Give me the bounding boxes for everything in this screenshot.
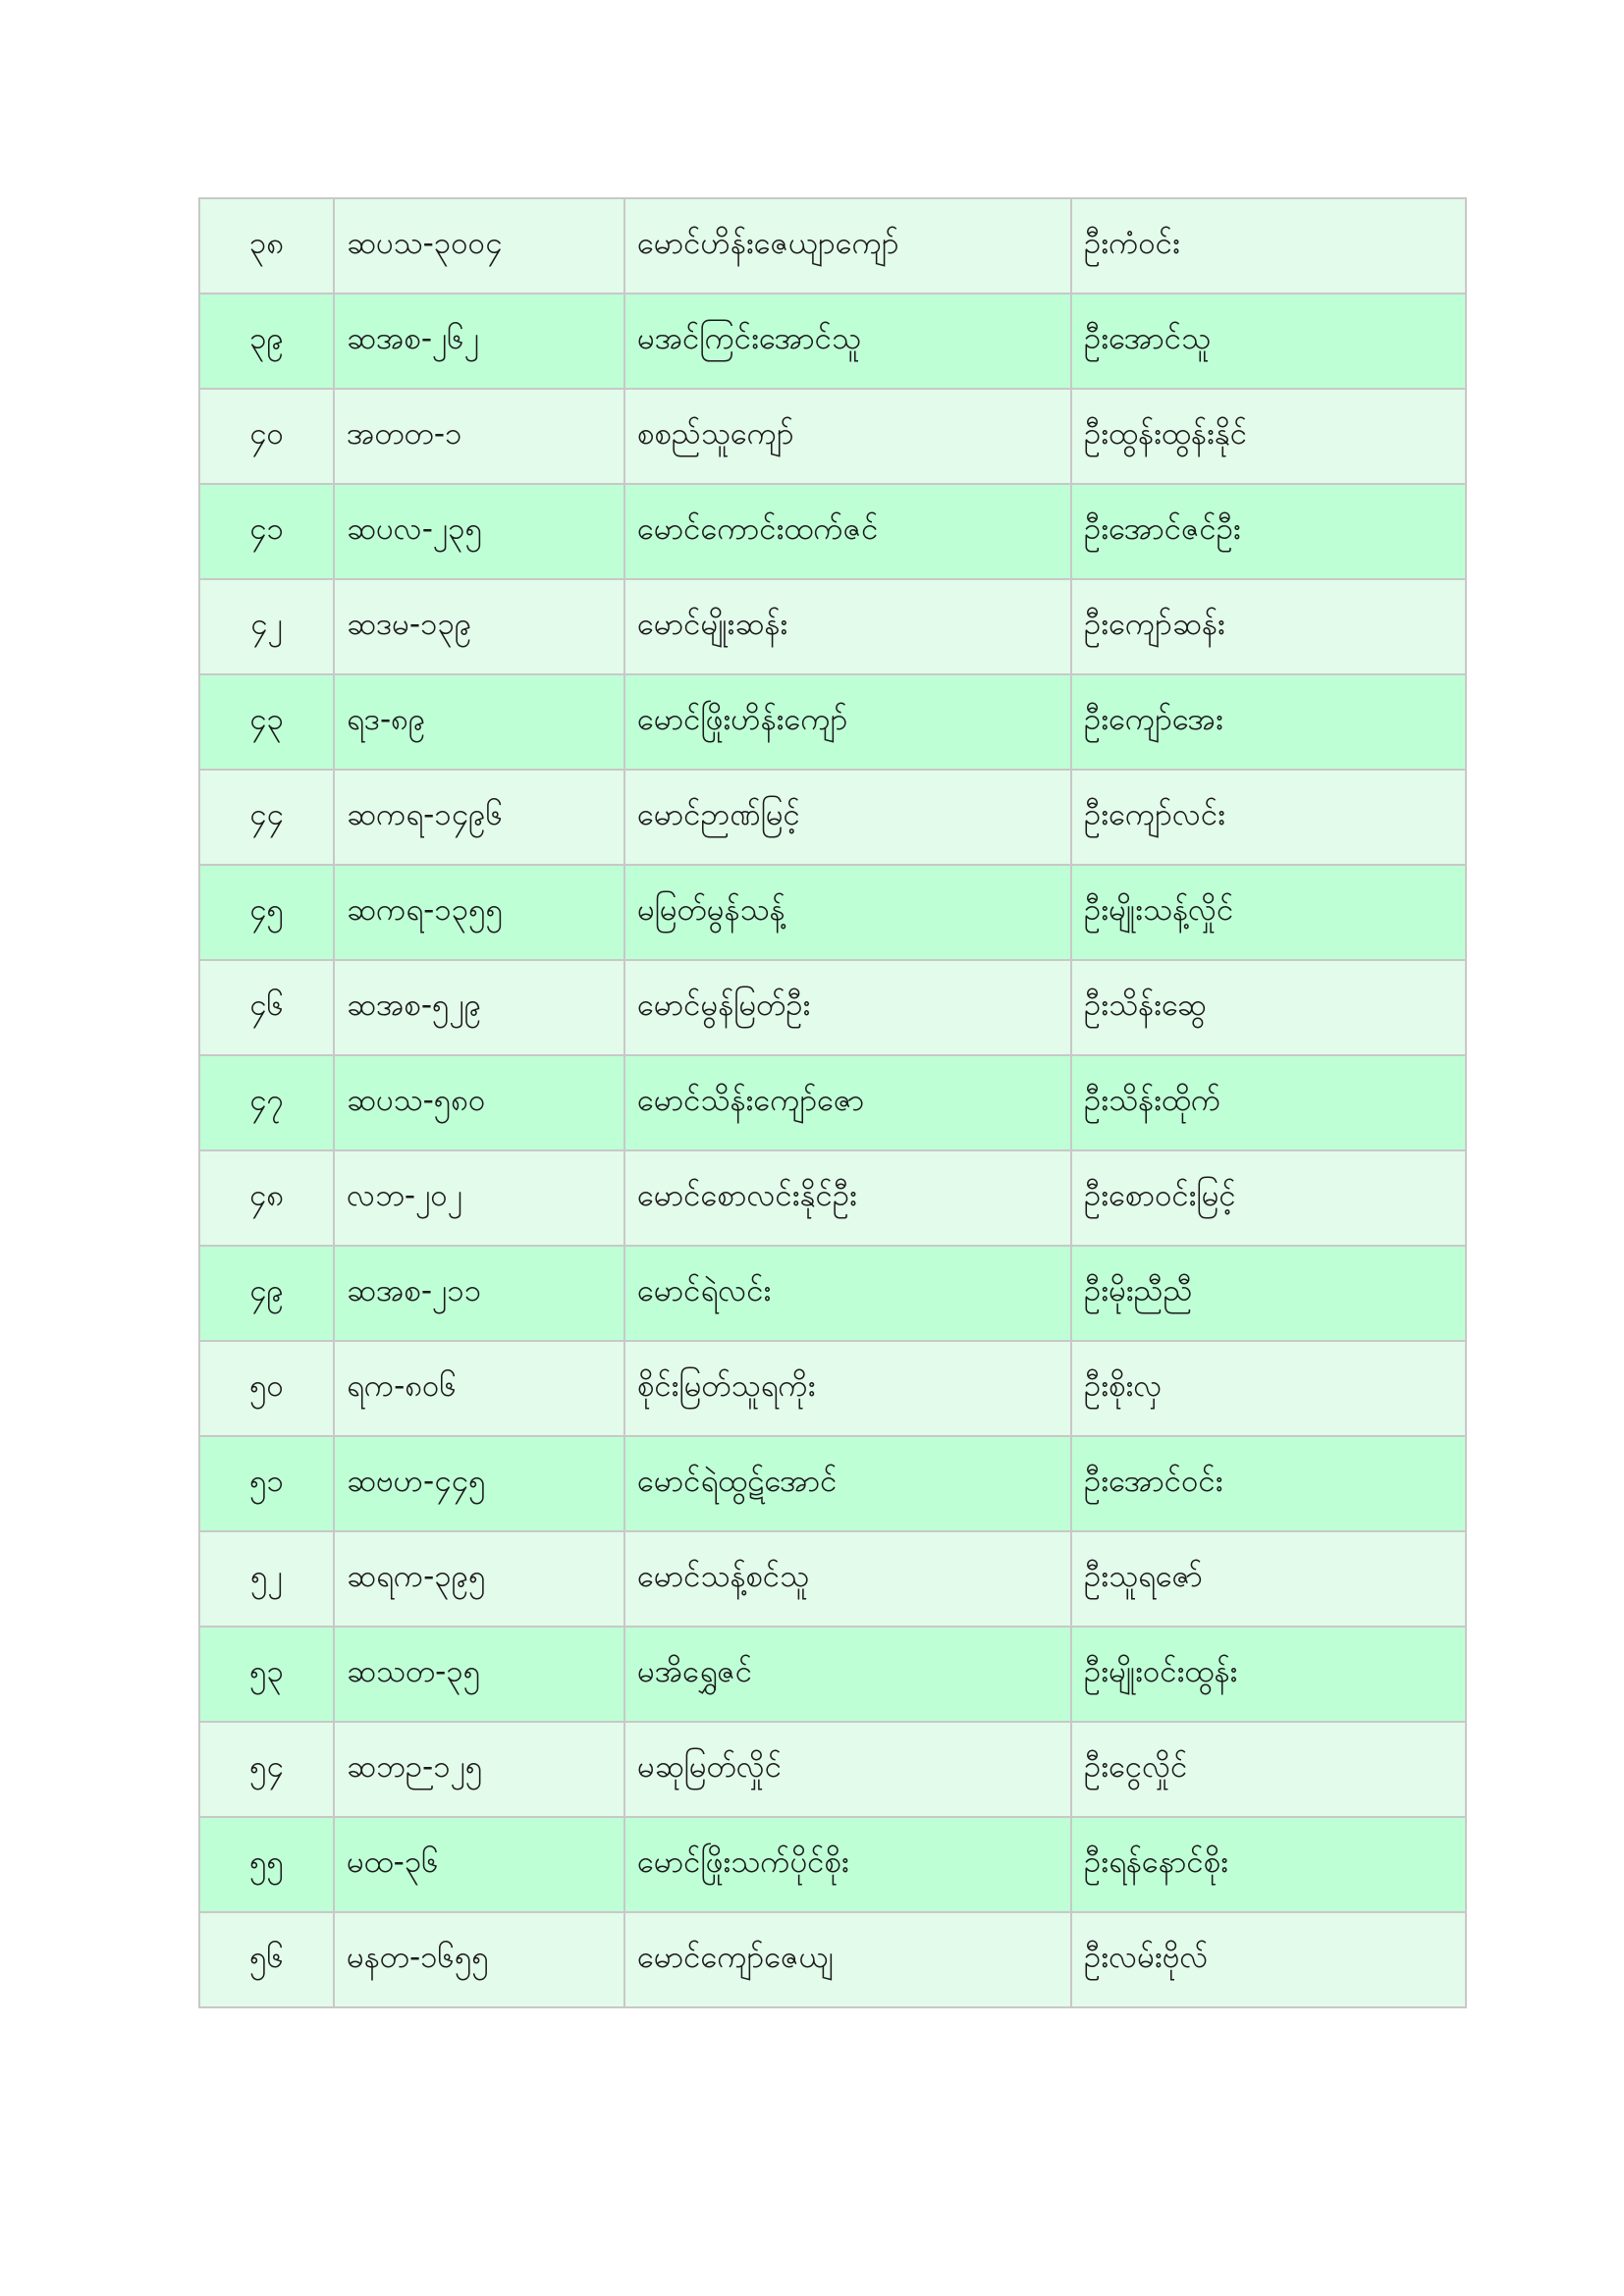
registration-number-cell: မနတ-၁၆၅၅ <box>334 1912 624 2007</box>
father-name-cell: ဦးသူရဇော် <box>1071 1531 1466 1627</box>
student-name-cell: မောင်ရဲထွဋ်အောင် <box>624 1436 1071 1531</box>
row-number-cell: ၄၁ <box>199 484 334 579</box>
registration-number-cell: ဆဗဟ-၄၄၅ <box>334 1436 624 1531</box>
row-number-cell: ၄၇ <box>199 1055 334 1150</box>
father-name-cell: ဦးမျိုးဝင်းထွန်း <box>1071 1627 1466 1722</box>
row-number-cell: ၄၃ <box>199 674 334 770</box>
student-name-cell: မမြတ်မွန်သန့် <box>624 865 1071 960</box>
father-name-cell: ဦးကျော်ဆန်း <box>1071 579 1466 674</box>
row-number-cell: ၄၂ <box>199 579 334 674</box>
table-row <box>199 1341 1466 1436</box>
father-name-cell: ဦးရန်နောင်စိုး <box>1071 1817 1466 1912</box>
registration-number-cell: ဆကရ-၁၃၅၅ <box>334 865 624 960</box>
student-name-cell: မောင်ကျော်ဇေယျ <box>624 1912 1071 2007</box>
student-name-cell: မောင်ဖြိုးဟိန်းကျော် <box>624 674 1071 770</box>
father-name-cell: ဦးအောင်သူ <box>1071 294 1466 389</box>
row-number-cell: ၄၄ <box>199 770 334 865</box>
student-name-cell: မောင်ဟိန်းဇေယျာကျော် <box>624 198 1071 294</box>
student-name-cell: မအိရွှေဇင် <box>624 1627 1071 1722</box>
student-name-cell: မောင်ရဲလင်း <box>624 1246 1071 1341</box>
row-number-cell: ၃၈ <box>199 198 334 294</box>
father-name-cell: ဦးလမ်းဗိုလ် <box>1071 1912 1466 2007</box>
registration-number-cell: ဆဘဉ-၁၂၅ <box>334 1722 624 1817</box>
student-name-cell: မောင်သန့်စင်သူ <box>624 1531 1071 1627</box>
table-row <box>199 198 1466 294</box>
table-row <box>199 865 1466 960</box>
table-row <box>199 484 1466 579</box>
row-number-cell: ၄၅ <box>199 865 334 960</box>
table-row <box>199 1436 1466 1531</box>
row-number-cell: ၃၉ <box>199 294 334 389</box>
father-name-cell: ဦးသိန်းဆွေ <box>1071 960 1466 1055</box>
row-number-cell: ၄၀ <box>199 389 334 484</box>
student-name-cell: မောင်မျိုးဆန်း <box>624 579 1071 674</box>
table-row <box>199 674 1466 770</box>
table-row <box>199 579 1466 674</box>
registration-number-cell: ရက-၈၀၆ <box>334 1341 624 1436</box>
registration-number-cell: အတတ-၁ <box>334 389 624 484</box>
student-name-cell: စစည်သူကျော် <box>624 389 1071 484</box>
row-number-cell: ၅၆ <box>199 1912 334 2007</box>
father-name-cell: ဦးမျိုးသန့်လှိုင် <box>1071 865 1466 960</box>
registration-number-cell: လဘ-၂၀၂ <box>334 1150 624 1246</box>
student-name-cell: မောင်ဖြိုးသက်ပိုင်စိုး <box>624 1817 1071 1912</box>
row-number-cell: ၅၄ <box>199 1722 334 1817</box>
father-name-cell: ဦးထွန်းထွန်းနိုင် <box>1071 389 1466 484</box>
row-number-cell: ၄၈ <box>199 1150 334 1246</box>
registration-number-cell: ဆအစ-၅၂၉ <box>334 960 624 1055</box>
father-name-cell: ဦးစိုးလှ <box>1071 1341 1466 1436</box>
student-name-cell: မအင်ကြင်းအောင်သူ <box>624 294 1071 389</box>
registration-number-cell: ဆအစ-၂၁၁ <box>334 1246 624 1341</box>
student-name-cell: မောင်မွန်မြတ်ဦး <box>624 960 1071 1055</box>
student-name-cell: မောင်စောလင်းနိုင်ဦး <box>624 1150 1071 1246</box>
table-row <box>199 294 1466 389</box>
father-name-cell: ဦးကျော်လင်း <box>1071 770 1466 865</box>
row-number-cell: ၅၂ <box>199 1531 334 1627</box>
father-name-cell: ဦးကံဝင်း <box>1071 198 1466 294</box>
table-row <box>199 1531 1466 1627</box>
student-name-cell: မောင်ကောင်းထက်ဇင် <box>624 484 1071 579</box>
father-name-cell: ဦးသိန်းထိုက် <box>1071 1055 1466 1150</box>
father-name-cell: ဦးအောင်ဇင်ဦး <box>1071 484 1466 579</box>
father-name-cell: ဦးစောဝင်းမြင့် <box>1071 1150 1466 1246</box>
registration-number-cell: ဆကရ-၁၄၉၆ <box>334 770 624 865</box>
row-number-cell: ၅၀ <box>199 1341 334 1436</box>
table-row <box>199 1912 1466 2007</box>
table-row <box>199 1627 1466 1722</box>
registration-number-cell: ဆပသ-၃၀၀၄ <box>334 198 624 294</box>
table-row <box>199 1722 1466 1817</box>
father-name-cell: ဦးကျော်အေး <box>1071 674 1466 770</box>
registration-number-cell: ရဒ-၈၉ <box>334 674 624 770</box>
father-name-cell: ဦးအောင်ဝင်း <box>1071 1436 1466 1531</box>
registration-number-cell: ဆပသ-၅၈၀ <box>334 1055 624 1150</box>
table-row <box>199 1817 1466 1912</box>
table-row <box>199 1055 1466 1150</box>
registration-number-cell: ဆဒမ-၁၃၉ <box>334 579 624 674</box>
registration-number-cell: ဆပလ-၂၃၅ <box>334 484 624 579</box>
father-name-cell: ဦးငွေလှိုင် <box>1071 1722 1466 1817</box>
row-number-cell: ၄၉ <box>199 1246 334 1341</box>
row-number-cell: ၄၆ <box>199 960 334 1055</box>
table-row <box>199 1150 1466 1246</box>
table-row <box>199 389 1466 484</box>
registration-number-cell: မထ-၃၆ <box>334 1817 624 1912</box>
row-number-cell: ၅၅ <box>199 1817 334 1912</box>
results-table-body <box>199 198 1466 2007</box>
table-row <box>199 960 1466 1055</box>
registration-number-cell: ဆရက-၃၉၅ <box>334 1531 624 1627</box>
table-row <box>199 770 1466 865</box>
registration-number-cell: ဆသတ-၃၅ <box>334 1627 624 1722</box>
row-number-cell: ၅၁ <box>199 1436 334 1531</box>
row-number-cell: ၅၃ <box>199 1627 334 1722</box>
results-table <box>198 197 1467 2008</box>
table-row <box>199 1246 1466 1341</box>
student-name-cell: စိုင်းမြတ်သူရကိုး <box>624 1341 1071 1436</box>
father-name-cell: ဦးမိုးညီညီ <box>1071 1246 1466 1341</box>
student-name-cell: မောင်သိန်းကျော်ဇော <box>624 1055 1071 1150</box>
student-name-cell: မဆုမြတ်လှိုင် <box>624 1722 1071 1817</box>
student-name-cell: မောင်ဉာဏ်မြင့် <box>624 770 1071 865</box>
registration-number-cell: ဆအစ-၂၆၂ <box>334 294 624 389</box>
